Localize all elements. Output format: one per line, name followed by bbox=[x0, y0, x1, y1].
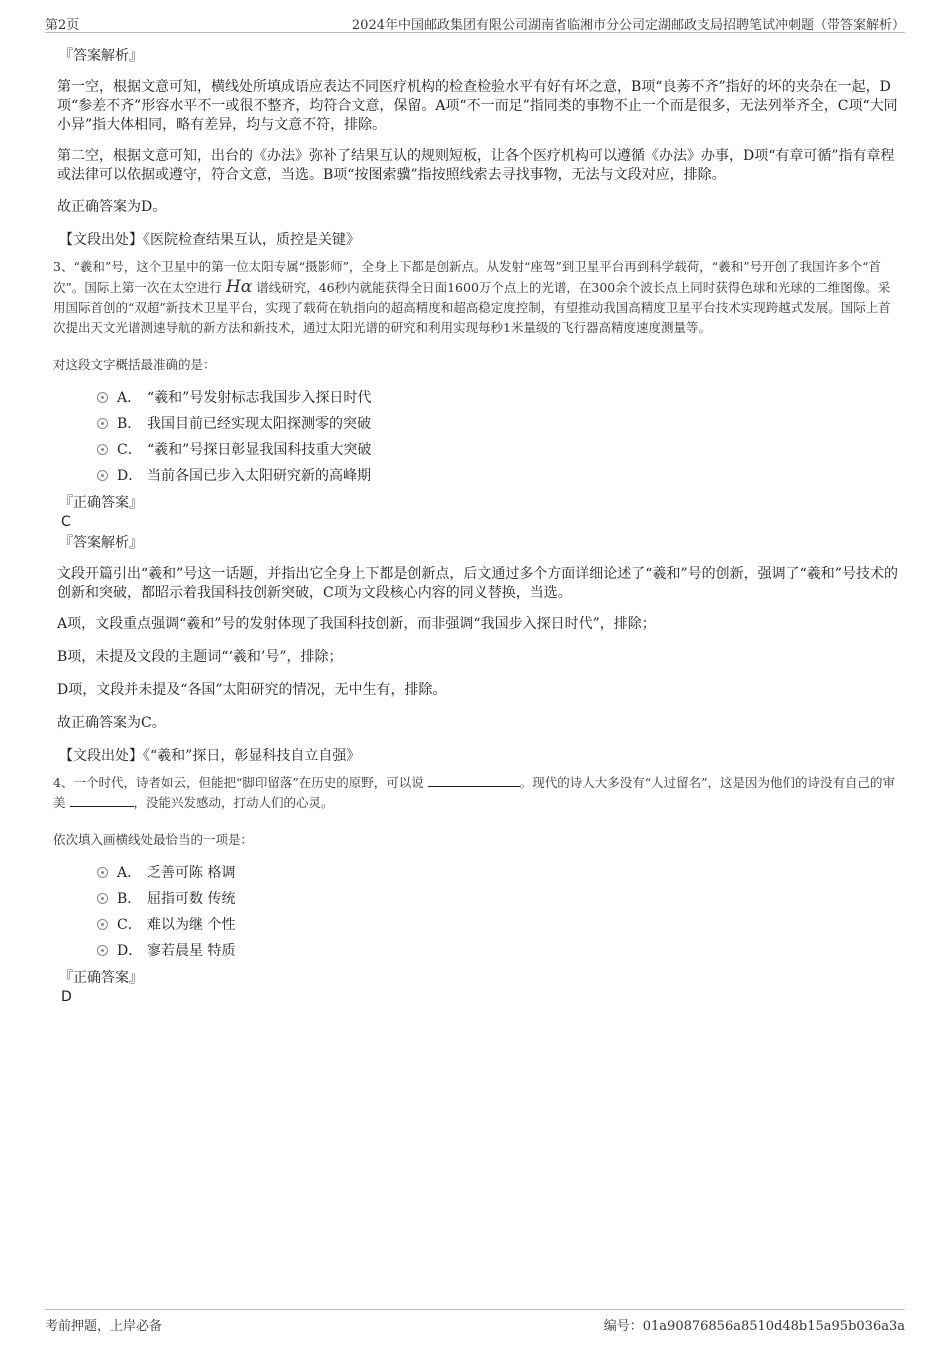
footer-slogan: 考前押题，上岸必备 bbox=[45, 1319, 163, 1334]
q4-correct-label: 『正确答案』 bbox=[59, 970, 143, 986]
q3-analysis-paragraph-3: B项，未提及文段的主题词“‘羲和’号”，排除； bbox=[57, 649, 343, 665]
q2-conclusion: 故正确答案为D。 bbox=[57, 199, 167, 215]
q3-option-d[interactable]: D． 当前各国已步入太阳研究新的高峰期 bbox=[97, 463, 898, 489]
q3-options bbox=[57, 385, 898, 489]
blank-line bbox=[428, 774, 520, 787]
page-number: 第2页 bbox=[45, 18, 80, 33]
blank-line bbox=[70, 794, 134, 807]
q4-option-c[interactable]: C． 难以为继 个性 bbox=[97, 912, 898, 938]
q4-option-b[interactable]: B． 屈指可数 传统 bbox=[97, 886, 898, 912]
q3-analysis-label: 『答案解析』 bbox=[59, 535, 143, 551]
q3-option-c[interactable]: C． “羲和”号探日彰显我国科技重大突破 bbox=[97, 437, 898, 463]
q4-options bbox=[57, 860, 898, 964]
q4-correct-answer: D bbox=[61, 989, 72, 1005]
q3-ask: 对这段文字概括最准确的是： bbox=[53, 357, 216, 372]
q2-analysis-paragraph-1: 第一空，根据文意可知，横线处所填成语应表达不同医疗机构的检查检验水平有好有坏之意，B项“良莠不齐”指好的坏的夹杂在一起，D项“参差不齐”形容水平不一或很不整齐，均符合文意，保留。A项“不一而足”指同类的事物不止一个而是很多，无法列举齐全，C项“大同小异”指大体相同，略有差异，均与文意不符，排除。 bbox=[57, 79, 898, 133]
radio-icon[interactable] bbox=[97, 867, 108, 878]
q3-analysis-paragraph-4: D项，文段并未提及“各国”太阳研究的情况，无中生有，排除。 bbox=[57, 682, 447, 698]
q3-analysis-paragraph-2: A项，文段重点强调“羲和”号的发射体现了我国科技创新，而非强调“我国步入探日时代”，排除； bbox=[57, 616, 656, 632]
radio-icon[interactable] bbox=[97, 919, 108, 930]
q4-question-text: 4、一个时代，诗者如云，但能把“脚印留落”在历史的原野，可以说 。现代的诗人大多没有“人过留名”，这是因为他们的诗没有自己的审美 ，没能兴发感动，打动人们的心灵。 bbox=[53, 775, 896, 810]
q3-analysis-paragraph-1: 文段开篇引出“羲和”号这一话题，并指出它全身上下都是创新点，后文通过多个方面详细论述了“羲和”号的创新，强调了“羲和”号技术的创新和突破，都昭示着我国科技创新突破，C项为文段核心内容的同义替换，当选。 bbox=[57, 566, 898, 601]
q3-text-before-math: 3、“羲和”号，这个卫星中的第一位太阳专属“摄影师”，全身上下都是创新点。从发射“座驾”到卫星平台再到科学载荷，“羲和”号开创了我国许多个“首次”。国际上第一次在太空进行 bbox=[53, 259, 881, 295]
page-header bbox=[45, 10, 905, 33]
q3-question-text bbox=[53, 257, 898, 338]
document-id: 编号：01a90876856a8510d48b15a95b036a3a bbox=[603, 1319, 905, 1334]
q3-conclusion: 故正确答案为C。 bbox=[57, 715, 166, 731]
page-content bbox=[53, 46, 898, 1006]
q3-option-b[interactable]: B． 我国目前已经实现太阳探测零的突破 bbox=[97, 411, 898, 437]
document-title: 2024年中国邮政集团有限公司湖南省临湘市分公司定湖邮政支局招聘笔试冲刺题（带答案解析） bbox=[351, 18, 905, 33]
radio-icon[interactable] bbox=[97, 392, 108, 403]
q4-option-d[interactable]: D． 寥若晨星 特质 bbox=[97, 938, 898, 964]
q3-source: 【文段出处】《“羲和”探日，彰显科技自立自强》 bbox=[59, 748, 361, 764]
h-alpha-math: Hα bbox=[225, 277, 253, 297]
q3-text-after-math: 谱线研究，46秒内就能获得全日面1600万个点上的光谱，在300余个波长点上同时获得色球和光球的二维图像。采用国际首创的“双超”新技术卫星平台，实现了载荷在轨指向的超高精度和超高稳定度控制，有望推动我国高精度卫星平台技术实现跨越式发展。国际上首次提出天文光谱测速导航的新方法和新技术，通过太阳光谱的研究和利用实现每秒1米量级的飞行器高精度速度测量等。 bbox=[53, 280, 891, 335]
radio-icon[interactable] bbox=[97, 893, 108, 904]
q3-option-a[interactable]: A． “羲和”号发射标志我国步入探日时代 bbox=[97, 385, 898, 411]
radio-icon[interactable] bbox=[97, 418, 108, 429]
q3-correct-label: 『正确答案』 bbox=[59, 495, 143, 511]
radio-icon[interactable] bbox=[97, 470, 108, 481]
q4-ask: 依次填入画横线处最恰当的一项是： bbox=[53, 832, 254, 847]
q2-analysis-paragraph-2: 第二空，根据文意可知，出台的《办法》弥补了结果互认的规则短板，让各个医疗机构可以遵循《办法》办事，D项“有章可循”指有章程或法律可以依据或遵守，符合文意，当选。B项“按图索骥”指按照线索去寻找事物，无法与文段对应，排除。 bbox=[57, 148, 895, 183]
q3-correct-answer: C bbox=[61, 514, 71, 530]
page-footer bbox=[45, 1309, 905, 1338]
q4-option-a[interactable]: A． 乏善可陈 格调 bbox=[97, 860, 898, 886]
q2-analysis-label: 『答案解析』 bbox=[59, 48, 143, 64]
radio-icon[interactable] bbox=[97, 945, 108, 956]
q2-source: 【文段出处】《医院检查结果互认，质控是关键》 bbox=[59, 232, 360, 248]
radio-icon[interactable] bbox=[97, 444, 108, 455]
